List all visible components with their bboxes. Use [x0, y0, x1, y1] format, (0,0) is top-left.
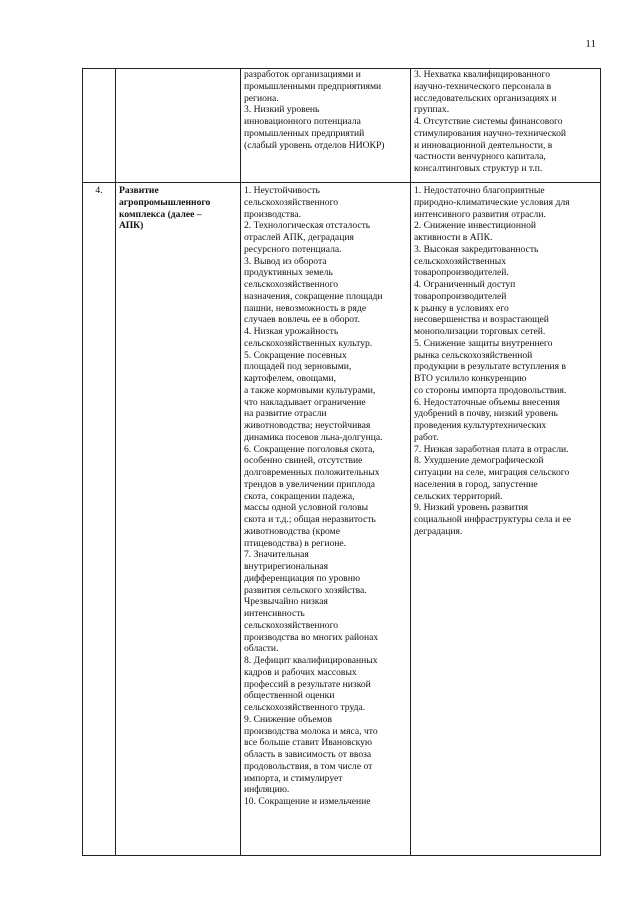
- text-line: природно-климатические условия для: [414, 196, 570, 208]
- text-line: деградация.: [414, 525, 463, 537]
- text-line: 3. Высокая закредитованность: [414, 243, 539, 255]
- text-line: 9. Низкий уровень развития: [414, 502, 529, 514]
- table-row-continued: [83, 69, 601, 183]
- sector-cell: [116, 183, 241, 856]
- text-line: что накладывает ограничение: [244, 396, 366, 408]
- text-line: населения в город, запустение: [414, 478, 538, 490]
- text-line: продукции в результате вступления в: [414, 361, 567, 373]
- text-line: сельскохозяйственного: [244, 279, 339, 290]
- text-line: ресурсного потенциала.: [244, 243, 342, 255]
- text-line: трендов в увеличении приплода: [244, 478, 376, 490]
- text-line: долговременных положительных: [244, 467, 380, 478]
- row-number-cell: [83, 69, 116, 183]
- text-line: массы одной условной головы: [244, 502, 369, 514]
- text-line: Чрезвычайно низкая: [244, 596, 328, 608]
- text-line: 4. Низкая урожайность: [244, 326, 339, 337]
- text-line: разработок организациями и: [244, 69, 361, 80]
- text-line: области.: [244, 643, 279, 655]
- text-line: 1. Неустойчивость: [244, 185, 320, 196]
- text-line: 7. Низкая заработная плата в отрасли.: [414, 443, 569, 455]
- table-row-apk: [83, 183, 601, 856]
- text-line: инновационного потенциала: [244, 116, 361, 127]
- problems-table: [82, 68, 601, 856]
- text-line: площадей под зерновыми,: [244, 361, 352, 373]
- text-line: инфляцию.: [244, 784, 290, 796]
- internal-factors-cell: [241, 69, 411, 183]
- text-line: внутрирегиональная: [244, 561, 329, 572]
- text-line: 2. Снижение инвестиционной: [414, 220, 537, 232]
- text-line: 3. Нехватка квалифицированного: [414, 69, 550, 80]
- text-line: на развитие отрасли: [244, 408, 327, 420]
- text-line: активности в АПК.: [414, 232, 493, 243]
- text-line: пашни, невозможность в ряде: [244, 302, 367, 314]
- text-line: монополизации торговых сетей.: [414, 326, 546, 337]
- text-line: несовершенства и возрастающей: [414, 314, 549, 326]
- text-line: 4. Ограниченный доступ: [414, 279, 516, 290]
- text-line: со стороны импорта продовольствия.: [414, 384, 567, 396]
- text-line: 3. Низкий уровень: [244, 104, 320, 116]
- text-line: 5. Сокращение посевных: [244, 349, 347, 361]
- text-line: ВТО усилило конкуренцию: [414, 373, 527, 384]
- external-factors-cell: [411, 183, 601, 856]
- text-line: особенно свиней, отсутствие: [244, 455, 363, 467]
- text-line: 6. Недостаточные объемы внесения: [414, 396, 560, 408]
- text-line: работ.: [414, 431, 439, 443]
- text-line: профессий в результате низкой: [244, 678, 371, 690]
- text-line: динамика посевов льна-долгунца.: [244, 431, 383, 443]
- text-line: научно-технического персонала в: [414, 80, 552, 92]
- text-line: сельскохозяйственных культур.: [244, 337, 373, 349]
- external-factors-cell: [411, 69, 601, 183]
- text-line: продовольствия, в том числе от: [244, 760, 373, 772]
- text-line: скота и т.д.; общая неразвитость: [244, 514, 376, 525]
- text-line: к рынку в условиях его: [414, 302, 509, 314]
- text-line: сельскохозяйственного труда.: [244, 702, 366, 713]
- text-line: 1. Недостаточно благоприятные: [414, 185, 545, 196]
- text-line: сельских территорий.: [414, 490, 503, 502]
- text-line: сельскохозяйственных: [414, 255, 507, 267]
- text-line: кадров и рабочих массовых: [244, 666, 357, 678]
- text-line: общественной оценки: [244, 690, 335, 702]
- internal-factors-cell: [241, 183, 411, 856]
- text-line: все больше ставит Ивановскую: [244, 737, 373, 749]
- text-line: 9. Снижение объемов: [244, 713, 333, 725]
- text-line: частности венчурного капитала,: [414, 151, 546, 163]
- text-line: назначения, сокращение площади: [244, 290, 383, 302]
- sector-title-line: агропромышленного: [119, 196, 211, 208]
- text-line: производства молока и мяса, что: [244, 725, 378, 737]
- text-line: и инновационной деятельности, в: [414, 139, 553, 151]
- text-line: (слабый уровень отделов НИОКР): [244, 139, 385, 151]
- sector-cell: [116, 69, 241, 183]
- text-line: сельскохозяйственного: [244, 619, 339, 631]
- text-line: ситуации на селе, миграция сельского: [414, 467, 570, 478]
- text-line: рынка сельскохозяйственной: [414, 349, 533, 361]
- text-line: стимулирования научно-технической: [414, 127, 567, 139]
- row-number-cell: 4.: [83, 183, 116, 856]
- sector-title-line: Развитие: [119, 185, 159, 196]
- text-line: 7. Значительная: [244, 549, 309, 561]
- text-line: удобрений в почву, низкий уровень: [414, 408, 558, 420]
- text-line: региона.: [244, 92, 279, 104]
- text-line: 10. Сокращение и измельчение: [244, 796, 371, 807]
- text-line: товаропроизводителей: [414, 290, 507, 302]
- text-line: дифференциация по уровню: [244, 572, 360, 584]
- text-line: промышленных предприятий: [244, 127, 365, 139]
- text-line: сельскохозяйственного: [244, 196, 339, 208]
- text-line: промышленными предприятиями: [244, 80, 382, 92]
- sector-title-line: АПК): [119, 220, 144, 232]
- text-line: животноводства; неустойчивая: [244, 420, 371, 431]
- text-line: 2. Технологическая отсталость: [244, 220, 371, 232]
- text-line: интенсивного развития отрасли.: [414, 208, 546, 220]
- text-line: консалтинговых структур и т.п.: [414, 163, 543, 174]
- text-line: 8. Дефицит квалифицированных: [244, 655, 378, 666]
- page-number: 11: [585, 38, 596, 50]
- text-line: отраслей АПК, деградация: [244, 232, 354, 243]
- text-line: 8. Ухудшение демографической: [414, 455, 544, 467]
- text-line: 5. Снижение защиты внутреннего: [414, 337, 553, 349]
- text-line: животноводства (кроме: [244, 525, 340, 537]
- text-line: производства.: [244, 208, 302, 220]
- sector-title-line: комплекса (далее –: [119, 208, 202, 220]
- text-line: проведения культуртехнических: [414, 420, 547, 431]
- text-line: картофелем, овощами,: [244, 373, 337, 384]
- text-line: социальной инфраструктуры села и ее: [414, 514, 572, 525]
- text-line: группах.: [414, 104, 450, 116]
- text-line: 3. Вывод из оборота: [244, 255, 327, 267]
- text-line: товаропроизводителей.: [414, 267, 509, 279]
- text-line: 4. Отсутствие системы финансового: [414, 116, 563, 127]
- text-line: случаев вовлечь ее в оборот.: [244, 314, 360, 326]
- text-line: скота, сокращении падежа,: [244, 490, 355, 502]
- text-line: производства во многих районах: [244, 631, 379, 643]
- text-line: а также кормовыми культурами,: [244, 384, 376, 396]
- text-line: продуктивных земель: [244, 267, 333, 279]
- text-line: исследовательских организациях и: [414, 92, 557, 104]
- text-line: интенсивность: [244, 608, 305, 619]
- text-line: импорта, и стимулирует: [244, 772, 343, 784]
- text-line: птицеводства) в регионе.: [244, 537, 347, 549]
- text-line: 6. Сокращение поголовья скота,: [244, 443, 375, 455]
- text-line: область в зависимость от ввоза: [244, 749, 372, 760]
- text-line: развития сельского хозяйства.: [244, 584, 367, 596]
